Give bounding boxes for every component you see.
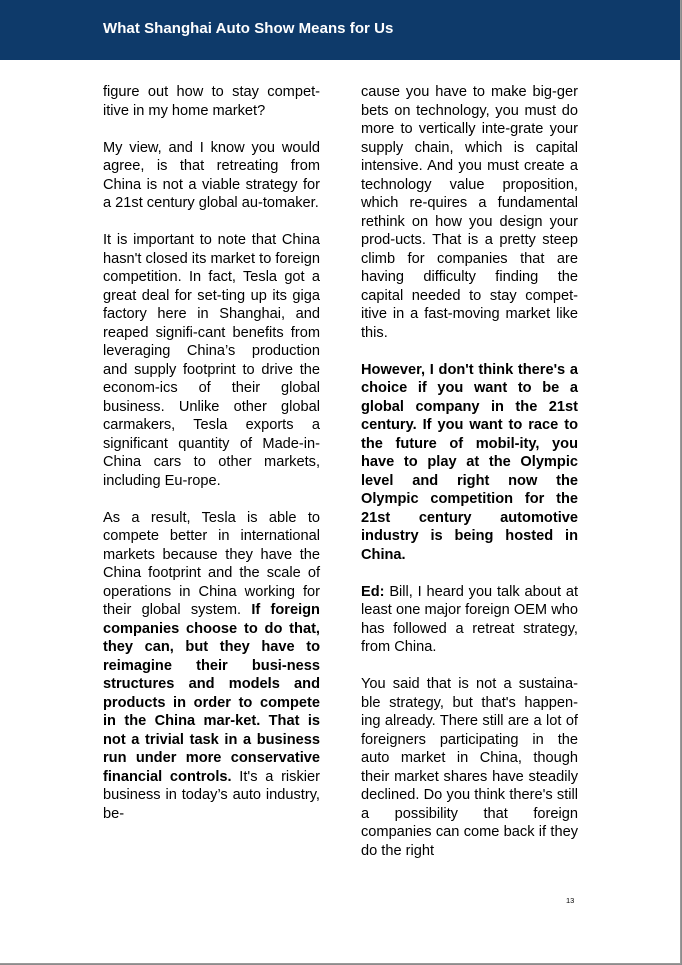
paragraph: It is important to note that China hasn't closed its market to foreign competition. In fact, Tesla got a great deal for set-ting up its giga factory here in Shanghai, and reaped signifi-cant benefits from leveraging China’s production and supply footprint to drive the econom-ics of their global business. Unlike other global carmakers, Tesla exports a significant quantity of Made-in-China cars to other markets, including Eu-rope.: [103, 232, 320, 489]
paragraph: cause you have to make big-ger bets on technology, you must do more to vertically inte-grate your supply chain, which is capital intensive. And you must create a technology value proposition, which re-quires a fundamental rethink on how you design your prod-ucts. That is a pretty steep climb for companies that are having difficulty finding the capital needed to stay compet-itive in a fast-moving market like this.: [361, 84, 578, 341]
bold-emphasis: If foreign companies choose to do that, they can, but they have to reimagine their busi-ness structures and models and products in order to compete in the China mar-ket. That is not a trivial task in a business run under more conservative financial controls.: [103, 602, 320, 785]
paragraph-text: As a result, Tesla is able to compete better in international markets because they have the China footprint and the scale of operations in China working for their global system.: [103, 509, 320, 618]
paragraph: figure out how to stay compet-itive in my home market?: [103, 84, 320, 119]
paragraph-text: It's a riskier business in today’s auto industry, be-: [103, 768, 320, 822]
header-bar: [0, 0, 680, 60]
paragraph-text: Bill, I heard you talk about at least one major foreign OEM who has followed a retreat strategy, from China.: [361, 583, 578, 655]
page-number: 13: [566, 896, 575, 905]
bold-paragraph: However, I don't think there's a choice if you want to be a global company in the 21st century. If you want to race to the future of mobil-ity, you have to play at the Olympic level and right now the Olympic competition for the 21st century automotive industry is being hosted in China.: [361, 361, 578, 563]
header-title: What Shanghai Auto Show Means for Us: [103, 20, 394, 37]
paragraph: You said that is not a sustaina-ble strategy, but that's happen-ing already. There still are a lot of foreigners participating in the auto market in China, though their market shares have steadily declined. Do you think there's still a possibility that foreign companies can come back if they do the right: [361, 676, 578, 859]
speaker-label: Ed:: [361, 583, 385, 600]
paragraph: [361, 583, 578, 657]
right-column: [361, 83, 578, 879]
paragraph: [103, 509, 320, 824]
left-column: [103, 83, 320, 842]
paragraph: My view, and I know you would agree, is that retreating from China is not a viable strategy for a 21st century global au-tomaker.: [103, 139, 320, 211]
